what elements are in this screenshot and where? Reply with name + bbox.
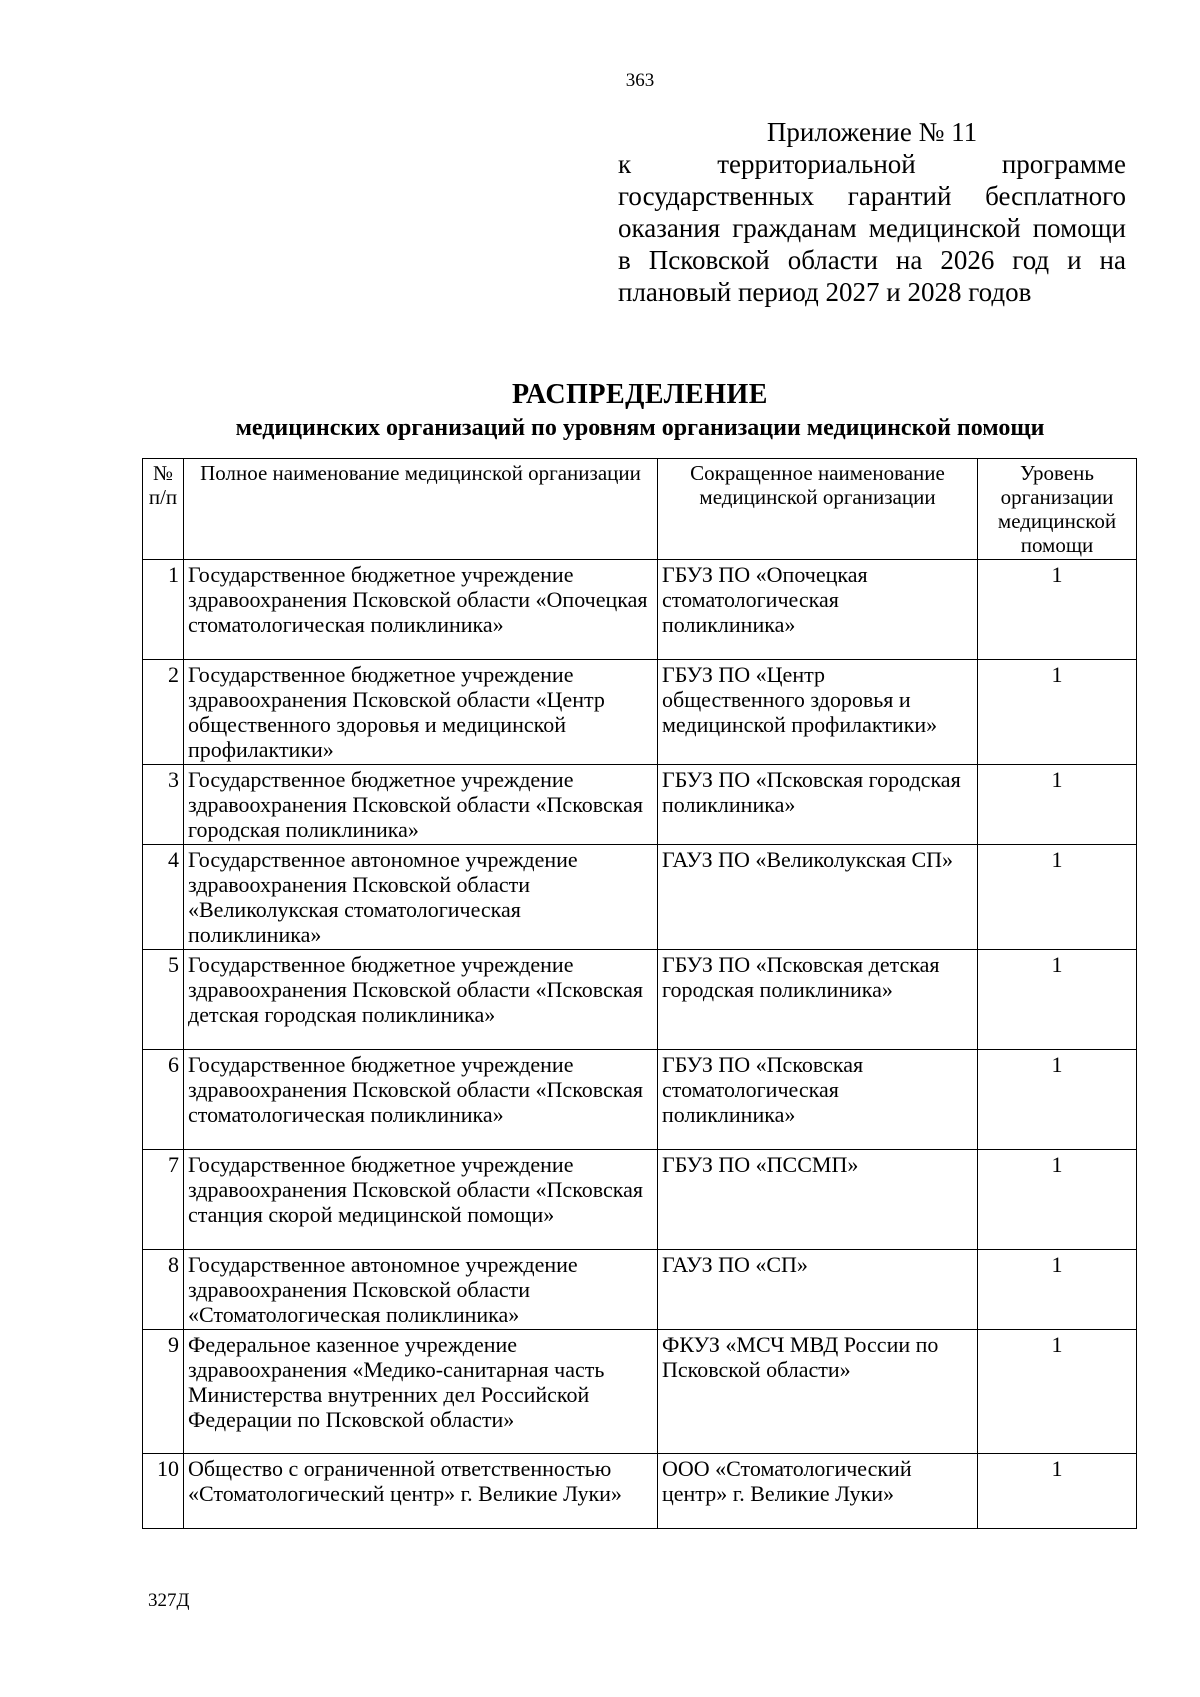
header-level: Уровень организации медицинской помощи bbox=[978, 459, 1137, 560]
row-short-name: ГБУЗ ПО «Опочецкая стоматологическая поликлиника» bbox=[658, 560, 978, 660]
row-short-name: ГАУЗ ПО «Великолукская СП» bbox=[658, 845, 978, 950]
row-level: 1 bbox=[978, 1250, 1137, 1330]
row-number: 3 bbox=[143, 765, 184, 845]
row-short-name: ГБУЗ ПО «Псковская городская поликлиника» bbox=[658, 765, 978, 845]
row-full-name: Государственное бюджетное учреждение здравоохранения Псковской области «Псковская станция скорой медицинской помощи» bbox=[184, 1150, 658, 1250]
annex-body: к территориальной программе государственных гарантий бесплатного оказания гражданам медицинской помощи в Псковской области на 2026 год и на плановый период 2027 и 2028 годов bbox=[618, 149, 1126, 307]
row-full-name: Общество с ограниченной ответственностью «Стоматологический центр» г. Великие Луки» bbox=[184, 1454, 658, 1529]
table-row bbox=[143, 950, 1137, 1050]
row-short-name: ГАУЗ ПО «СП» bbox=[658, 1250, 978, 1330]
row-short-name: ГБУЗ ПО «Псковская стоматологическая поликлиника» bbox=[658, 1050, 978, 1150]
row-short-name: ФКУЗ «МСЧ МВД России по Псковской области» bbox=[658, 1330, 978, 1454]
row-full-name: Государственное автономное учреждение здравоохранения Псковской области «Стоматологическая поликлиника» bbox=[184, 1250, 658, 1330]
row-level: 1 bbox=[978, 765, 1137, 845]
table-row bbox=[143, 1050, 1137, 1150]
row-full-name: Государственное бюджетное учреждение здравоохранения Псковской области «Псковская городская поликлиника» bbox=[184, 765, 658, 845]
row-level: 1 bbox=[978, 1454, 1137, 1529]
row-level: 1 bbox=[978, 560, 1137, 660]
row-number: 9 bbox=[143, 1330, 184, 1454]
row-number: 5 bbox=[143, 950, 184, 1050]
table-row bbox=[143, 765, 1137, 845]
table-row bbox=[143, 1330, 1137, 1454]
row-full-name: Федеральное казенное учреждение здравоохранения «Медико-санитарная часть Министерства внутренних дел Российской Федерации по Псковской области» bbox=[184, 1330, 658, 1454]
row-number: 1 bbox=[143, 560, 184, 660]
table-row bbox=[143, 660, 1137, 765]
table-row bbox=[143, 1250, 1137, 1330]
row-full-name: Государственное бюджетное учреждение здравоохранения Псковской области «Опочецкая стоматологическая поликлиника» bbox=[184, 560, 658, 660]
row-level: 1 bbox=[978, 950, 1137, 1050]
row-full-name: Государственное бюджетное учреждение здравоохранения Псковской области «Псковская детская городская поликлиника» bbox=[184, 950, 658, 1050]
table-row bbox=[143, 1150, 1137, 1250]
row-short-name: ГБУЗ ПО «Центр общественного здоровья и медицинской профилактики» bbox=[658, 660, 978, 765]
page-number: 363 bbox=[625, 70, 655, 91]
annex-block bbox=[618, 116, 1126, 308]
row-short-name: ГБУЗ ПО «Псковская детская городская поликлиника» bbox=[658, 950, 978, 1050]
document-code: 327Д bbox=[148, 1590, 190, 1611]
row-short-name: ГБУЗ ПО «ПССМП» bbox=[658, 1150, 978, 1250]
header-number: № п/п bbox=[143, 459, 184, 560]
row-level: 1 bbox=[978, 1050, 1137, 1150]
annex-title: Приложение № 11 bbox=[766, 117, 978, 147]
row-short-name: ООО «Стоматологический центр» г. Великие Луки» bbox=[658, 1454, 978, 1529]
table-row bbox=[143, 845, 1137, 950]
table-header-row bbox=[143, 459, 1137, 560]
document-title bbox=[140, 378, 1140, 444]
title-line-1: РАСПРЕДЕЛЕНИЕ bbox=[512, 379, 768, 410]
row-number: 2 bbox=[143, 660, 184, 765]
row-level: 1 bbox=[978, 1150, 1137, 1250]
organizations-table bbox=[142, 458, 1137, 1529]
header-full-name: Полное наименование медицинской организации bbox=[184, 459, 658, 560]
row-number: 7 bbox=[143, 1150, 184, 1250]
row-number: 6 bbox=[143, 1050, 184, 1150]
row-full-name: Государственное автономное учреждение здравоохранения Псковской области «Великолукская стоматологическая поликлиника» bbox=[184, 845, 658, 950]
header-short-name: Сокращенное наименование медицинской организации bbox=[658, 459, 978, 560]
title-line-2: медицинских организаций по уровням организации медицинской помощи bbox=[235, 415, 1045, 441]
row-level: 1 bbox=[978, 660, 1137, 765]
row-number: 4 bbox=[143, 845, 184, 950]
row-level: 1 bbox=[978, 1330, 1137, 1454]
row-level: 1 bbox=[978, 845, 1137, 950]
table-row bbox=[143, 1454, 1137, 1529]
table-row bbox=[143, 560, 1137, 660]
row-full-name: Государственное бюджетное учреждение здравоохранения Псковской области «Центр общественного здоровья и медицинской профилактики» bbox=[184, 660, 658, 765]
row-full-name: Государственное бюджетное учреждение здравоохранения Псковской области «Псковская стоматологическая поликлиника» bbox=[184, 1050, 658, 1150]
row-number: 10 bbox=[143, 1454, 184, 1529]
row-number: 8 bbox=[143, 1250, 184, 1330]
